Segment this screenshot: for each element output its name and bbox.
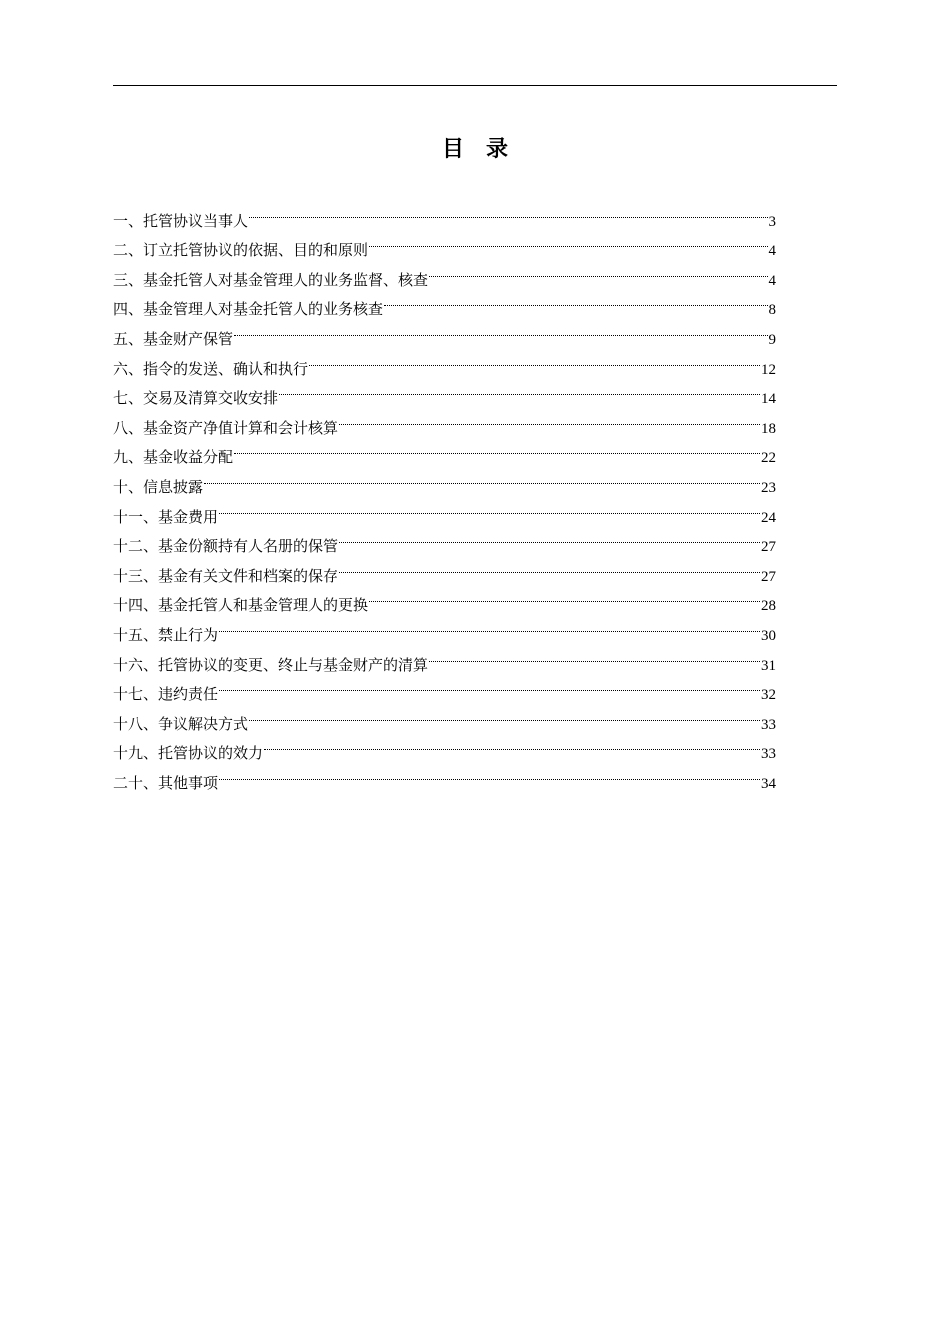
toc-entry-page: 14 bbox=[761, 391, 776, 408]
dot-leader bbox=[429, 640, 760, 670]
toc-entry-label: 十八、争议解决方式 bbox=[113, 714, 249, 733]
dot-leader bbox=[234, 314, 767, 344]
toc-entry-label: 二、订立托管协议的依据、目的和原则 bbox=[113, 241, 369, 260]
toc-entry-label: 十三、基金有关文件和档案的保存 bbox=[113, 566, 339, 585]
toc-list bbox=[113, 196, 776, 792]
toc-entry-page: 30 bbox=[761, 627, 776, 644]
toc-entry-page: 32 bbox=[761, 687, 776, 704]
dot-leader bbox=[219, 610, 760, 640]
toc-title-char-2: 录 bbox=[486, 136, 509, 162]
dot-leader bbox=[249, 196, 767, 226]
toc-entry-label: 十九、托管协议的效力 bbox=[113, 744, 264, 763]
toc-entry-label: 三、基金托管人对基金管理人的业务监督、核查 bbox=[113, 270, 429, 289]
dot-leader bbox=[429, 255, 767, 285]
toc-entry-label: 八、基金资产净值计算和会计核算 bbox=[113, 418, 339, 437]
toc-entry-label: 九、基金收益分配 bbox=[113, 448, 234, 467]
dot-leader bbox=[249, 699, 760, 729]
toc-entry-page: 3 bbox=[768, 213, 776, 230]
toc-entry-label: 五、基金财产保管 bbox=[113, 329, 234, 348]
toc-entry-page: 31 bbox=[761, 657, 776, 674]
toc-entry-label: 二十、其他事项 bbox=[113, 773, 219, 792]
toc-entry-page: 22 bbox=[761, 450, 776, 467]
dot-leader bbox=[369, 226, 767, 256]
toc-entry-label: 十一、基金费用 bbox=[113, 507, 219, 526]
toc-entry-label: 四、基金管理人对基金托管人的业务核查 bbox=[113, 300, 384, 319]
toc-entry-page: 4 bbox=[768, 243, 776, 260]
toc-entry-page: 27 bbox=[761, 539, 776, 556]
toc-entry-label: 一、托管协议当事人 bbox=[113, 211, 249, 230]
dot-leader bbox=[369, 581, 760, 611]
toc-entry-label: 十四、基金托管人和基金管理人的更换 bbox=[113, 596, 369, 615]
toc-entry-page: 27 bbox=[761, 568, 776, 585]
toc-entry-page: 33 bbox=[761, 716, 776, 733]
dot-leader bbox=[264, 729, 760, 759]
dot-leader bbox=[219, 758, 760, 788]
toc-entry-page: 28 bbox=[761, 598, 776, 615]
dot-leader bbox=[339, 403, 760, 433]
toc-title-char-1: 目 bbox=[441, 136, 464, 162]
dot-leader bbox=[219, 670, 760, 700]
toc-entry-page: 33 bbox=[761, 746, 776, 763]
toc-entry-label: 六、指令的发送、确认和执行 bbox=[113, 359, 309, 378]
toc-entry-page: 18 bbox=[761, 420, 776, 437]
toc-entry-11[interactable] bbox=[113, 492, 776, 526]
header-rule bbox=[113, 85, 837, 86]
toc-entry-page: 24 bbox=[761, 509, 776, 526]
toc-entry-1[interactable] bbox=[113, 196, 776, 230]
toc-entry-page: 8 bbox=[768, 302, 776, 319]
dot-leader bbox=[384, 285, 767, 315]
toc-entry-page: 9 bbox=[768, 331, 776, 348]
dot-leader bbox=[339, 551, 760, 581]
toc-entry-label: 十六、托管协议的变更、终止与基金财产的清算 bbox=[113, 655, 429, 674]
toc-entry-page: 4 bbox=[768, 272, 776, 289]
toc-entry-label: 十二、基金份额持有人名册的保管 bbox=[113, 537, 339, 556]
toc-entry-page: 12 bbox=[761, 361, 776, 378]
dot-leader bbox=[204, 462, 760, 492]
toc-entry-page: 34 bbox=[761, 775, 776, 792]
dot-leader bbox=[309, 344, 760, 374]
toc-entry-page: 23 bbox=[761, 479, 776, 496]
toc-entry-label: 七、交易及清算交收安排 bbox=[113, 389, 279, 408]
toc-entry-10[interactable] bbox=[113, 462, 776, 496]
dot-leader bbox=[339, 522, 760, 552]
dot-leader bbox=[234, 433, 760, 463]
dot-leader bbox=[219, 492, 760, 522]
toc-entry-label: 十、信息披露 bbox=[113, 477, 204, 496]
dot-leader bbox=[279, 374, 760, 404]
toc-entry-label: 十五、禁止行为 bbox=[113, 625, 219, 644]
toc-entry-label: 十七、违约责任 bbox=[113, 685, 219, 704]
toc-title bbox=[0, 132, 950, 166]
